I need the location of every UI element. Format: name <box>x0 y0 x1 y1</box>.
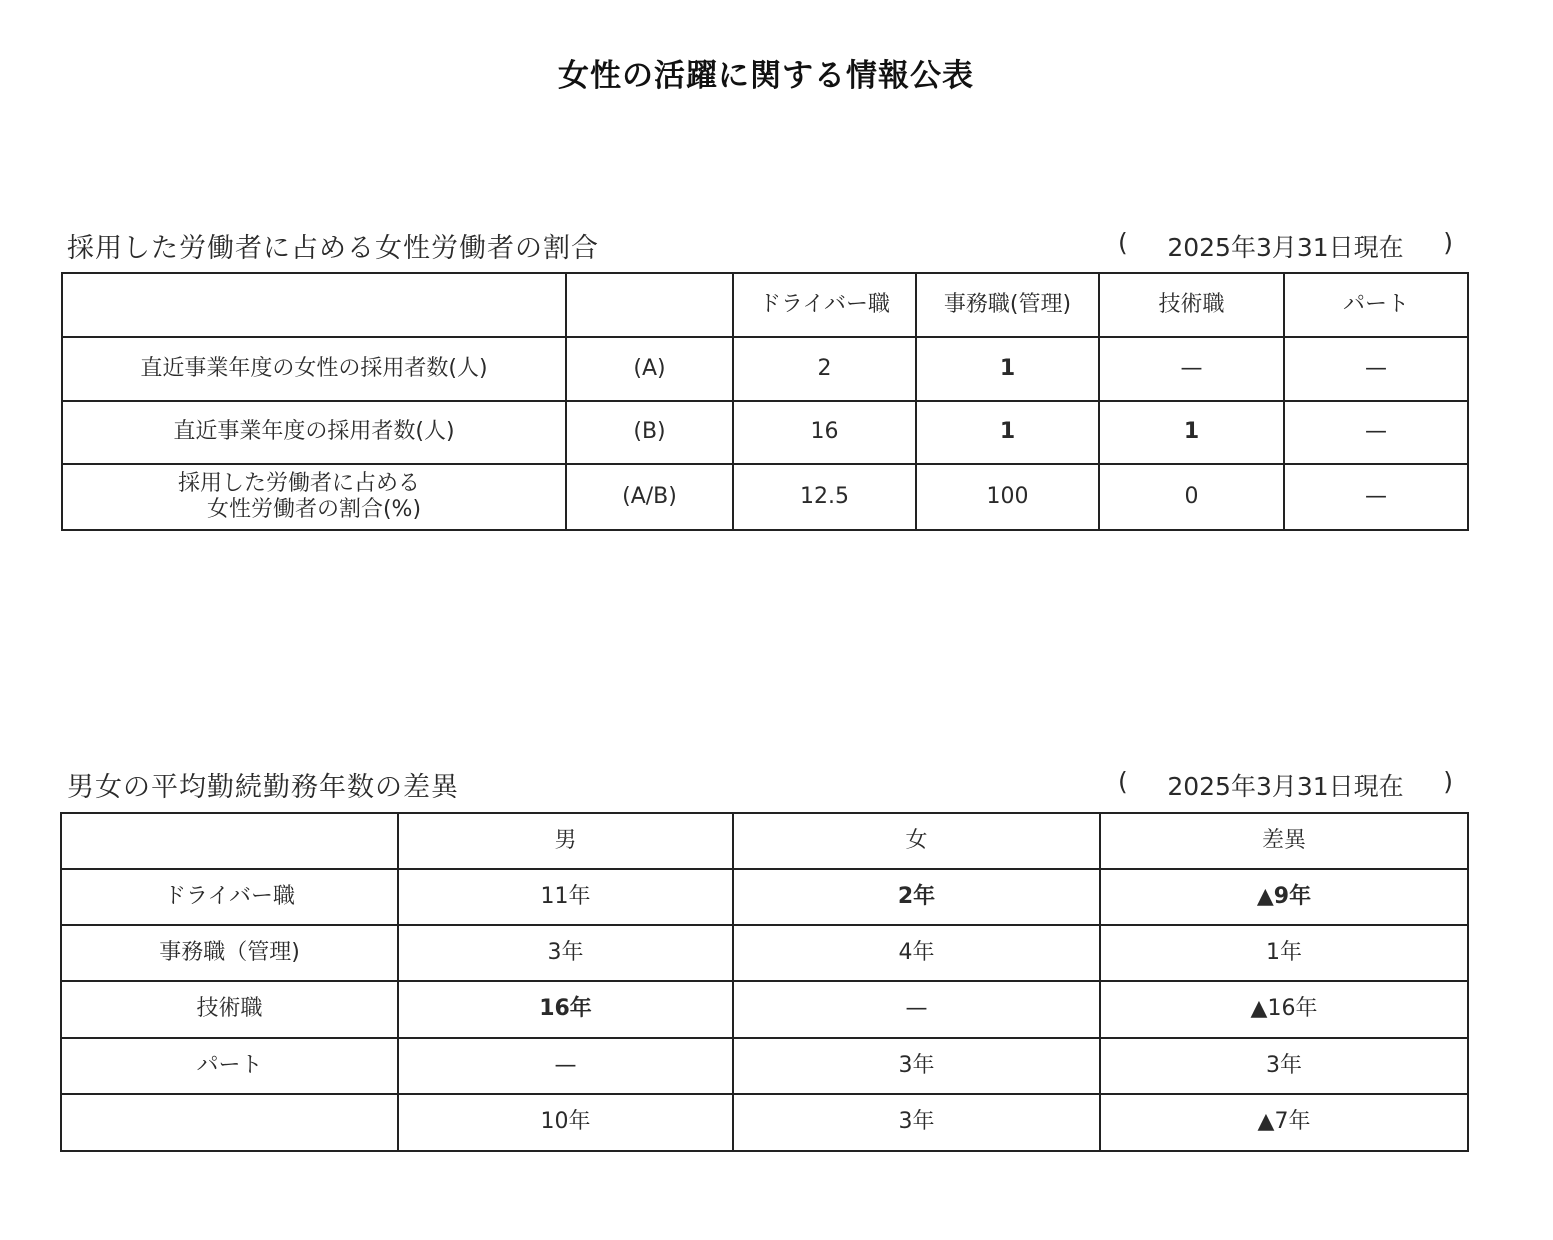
value-cell: ▲7年 <box>1100 1094 1468 1151</box>
value-cell: — <box>733 981 1100 1038</box>
table-header-row <box>61 813 1468 869</box>
table-row <box>62 464 1468 530</box>
as-of-date-text: 2025年3月31日現在 <box>1167 772 1404 801</box>
table-row <box>62 337 1468 401</box>
value-cell: — <box>1099 337 1284 401</box>
value-cell: — <box>1284 464 1468 530</box>
row-label <box>61 1094 398 1151</box>
table-row <box>61 1038 1468 1094</box>
value-cell: 1 <box>1099 401 1284 464</box>
row-label: 直近事業年度の女性の採用者数(人) <box>62 337 566 401</box>
value-cell: — <box>398 1038 733 1094</box>
tenure-as-of-date <box>1118 767 1453 803</box>
value-cell: 100 <box>916 464 1099 530</box>
hiring-ratio-table <box>61 272 1469 531</box>
value-cell: 2 <box>733 337 916 401</box>
value-cell: 1年 <box>1100 925 1468 981</box>
hiring-section-heading: 採用した労働者に占める女性労働者の割合 <box>67 233 599 264</box>
header-cell-blank <box>61 813 398 869</box>
table-row <box>61 925 1468 981</box>
row-label: 直近事業年度の採用者数(人) <box>62 401 566 464</box>
value-cell: 16年 <box>398 981 733 1038</box>
page-title: 女性の活躍に関する情報公表 <box>558 58 974 94</box>
value-cell: 2年 <box>733 869 1100 925</box>
as-of-date-text: 2025年3月31日現在 <box>1167 233 1404 262</box>
as-of-open-paren: ( <box>1118 228 1128 257</box>
row-code: (A) <box>566 337 733 401</box>
value-cell: 4年 <box>733 925 1100 981</box>
value-cell: — <box>1284 337 1468 401</box>
header-cell-office-management: 事務職(管理) <box>916 273 1099 337</box>
row-label: パート <box>61 1038 398 1094</box>
value-cell: 10年 <box>398 1094 733 1151</box>
tenure-table <box>60 812 1469 1152</box>
value-cell: 1 <box>916 337 1099 401</box>
row-label: 事務職（管理) <box>61 925 398 981</box>
header-cell-difference: 差異 <box>1100 813 1468 869</box>
row-label-line: 女性労働者の割合(%) <box>206 497 422 522</box>
header-cell-part-time: パート <box>1284 273 1468 337</box>
value-cell: 3年 <box>733 1038 1100 1094</box>
table-row <box>61 981 1468 1038</box>
value-cell: 3年 <box>733 1094 1100 1151</box>
value-cell: 12.5 <box>733 464 916 530</box>
row-label: 技術職 <box>61 981 398 1038</box>
row-label <box>62 464 566 530</box>
value-cell: 3年 <box>1100 1038 1468 1094</box>
header-cell-technical: 技術職 <box>1099 273 1284 337</box>
row-code: (B) <box>566 401 733 464</box>
header-cell-blank <box>566 273 733 337</box>
header-cell-blank <box>62 273 566 337</box>
header-cell-driver: ドライバー職 <box>733 273 916 337</box>
header-cell-male: 男 <box>398 813 733 869</box>
tenure-section-heading: 男女の平均勤続勤務年数の差異 <box>67 772 459 803</box>
value-cell: 1 <box>916 401 1099 464</box>
table-row <box>62 401 1468 464</box>
value-cell: ▲16年 <box>1100 981 1468 1038</box>
table-row <box>61 869 1468 925</box>
value-cell: ▲9年 <box>1100 869 1468 925</box>
row-label: ドライバー職 <box>61 869 398 925</box>
table-header-row <box>62 273 1468 337</box>
value-cell: 0 <box>1099 464 1284 530</box>
as-of-open-paren: ( <box>1118 767 1128 796</box>
value-cell: 3年 <box>398 925 733 981</box>
value-cell: 11年 <box>398 869 733 925</box>
row-label-line: 採用した労働者に占める <box>177 470 420 496</box>
table-row <box>61 1094 1468 1151</box>
hiring-as-of-date <box>1118 228 1453 264</box>
header-cell-female: 女 <box>733 813 1100 869</box>
value-cell: 16 <box>733 401 916 464</box>
as-of-close-paren: ) <box>1443 767 1453 796</box>
row-code: (A/B) <box>566 464 733 530</box>
as-of-close-paren: ) <box>1443 228 1453 257</box>
value-cell: — <box>1284 401 1468 464</box>
